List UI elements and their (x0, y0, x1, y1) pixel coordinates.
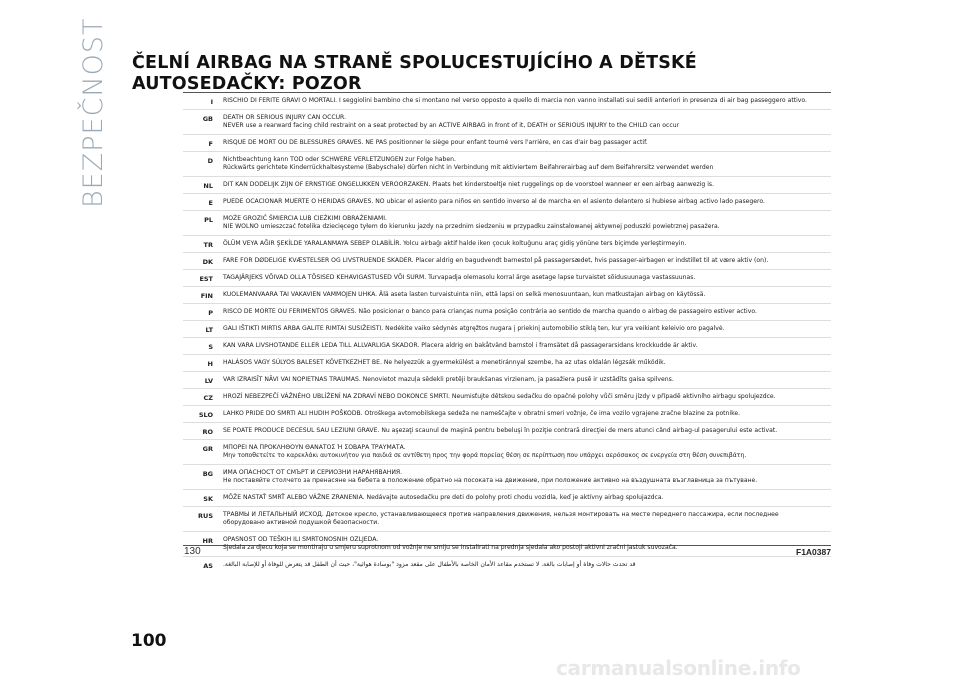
warning-text (213, 423, 831, 439)
figure-code: F1A0387 (796, 547, 831, 557)
warning-text (213, 194, 831, 210)
warning-line-1: KAN VARA LIVSHOTANDE ELLER LEDA TILL ALLVARLIGA SKADOR. Placera aldrig en bakåtvänd barnstol i framsätet då passagerarsidans krockkudde är aktiv. (223, 342, 698, 349)
section-label: BEZPEČNOST (78, 17, 109, 208)
language-code: D (207, 157, 213, 165)
language-code: SK (203, 495, 213, 503)
warning-row (183, 109, 831, 134)
language-code: NL (203, 182, 213, 190)
warning-text (213, 532, 831, 556)
warning-line-1: ΜΠΟΡΕΙ ΝΑ ΠΡΟΚΛΗΘΟΥΝ ΘΑΝΑΤΟΣ Ή ΣΟΒΑΡΑ ΤΡΑΥΜΑΤΑ. (223, 444, 406, 451)
warning-line-1: HALÁSOS VAGY SÚLYOS BALESET KÖVETKEZHET BE. Ne helyezzük a gyermekülést a menetiránnyal szembe, ha az utas oldalán légzsák működik. (223, 359, 666, 366)
warning-text (213, 355, 831, 371)
language-code: SLO (198, 411, 213, 419)
warning-row (183, 93, 831, 109)
warning-line-2: Rückwärts gerichtete Kinderrückhaltesysteme (Babyschale) dürfen nicht in Verbindung mit aktiviertem Beifahrerairbag auf dem Beifahrersitz verwendet werden (223, 164, 714, 171)
warning-text (213, 440, 831, 464)
warning-row (183, 337, 831, 354)
language-code: TR (203, 241, 213, 249)
warning-text (213, 321, 831, 337)
warning-text (213, 211, 831, 235)
warning-line-2: оборудовано активной подушкой безопасности. (223, 519, 380, 526)
warning-line-1: VAR IZRAISĪT NĀVI VAI NOPIETNAS TRAUMAS. Nenovietot mazuļa sēdekli pretēji braukšanas virzienam, ja pasažiera pusē ir uzstādīts gaisa spilvens. (223, 376, 674, 383)
warning-line-1: DEATH OR SERIOUS INJURY CAN OCCUR. (223, 114, 347, 121)
figure-number: 130 (184, 546, 201, 557)
warning-text (213, 93, 831, 109)
language-code: RUS (198, 512, 213, 520)
warning-row (183, 303, 831, 320)
warning-row (183, 320, 831, 337)
warning-line-1: OPASNOST OD TEŠKIH ILI SMRTONOSNIH OZLJEDA. (223, 536, 379, 543)
warning-line-1: RISCHIO DI FERITE GRAVI O MORTALI. I seggiolini bambino che si montano nel verso opposto a quello di marcia non vanno installati sui sedili anteriori in presenza di air bag passeggero attivo. (223, 97, 807, 104)
page-number: 100 (131, 631, 167, 651)
warning-text (213, 304, 831, 320)
language-code: E (208, 199, 213, 207)
language-code: FIN (200, 292, 213, 300)
warning-row (183, 176, 831, 193)
warning-line-1: HROZÍ NEBEZPEČÍ VÁŽNÉHO UBLÍŽENÍ NA ZDRAVÍ NEBO DOKONCE SMRTI. Neumisťujte dětskou sedačku do opačné polohy vůči směru jízdy v případě aktivního airbagu spolujezdce. (223, 393, 776, 400)
warning-text (213, 338, 831, 354)
language-code: F (208, 140, 213, 148)
warning-line-1: GALI IŠTIKTI MIRTIS ARBA GALITE RIMTAI SUSIŽEISTI. Nedėkite vaiko sėdynės atgręžtos nugara į priekinį automobilio stiklą ten, kur yra veikiant keleivio oro pagalvė. (223, 325, 725, 332)
warning-line-1: قد تحدث حالات وفاة أو إصابات بالغة. لا تستخدم مقاعد الأمان الخاصة بالأطفال على مقعد مزود "بوسادة هوائية"، حيث أن الطفل قد يتعرض للوفاة أو للإصابة البالغة. (223, 561, 636, 568)
warning-line-2: Не поставяйте столчето за пренасяне на бебета в положение обратно на посоката на движение, при положение активно на въздушната възглавница за пътуване. (223, 477, 758, 484)
warning-line-1: ИМА ОПАСНОСТ ОТ СМЪРТ И СЕРИОЗНИ НАРАНЯВАНИЯ. (223, 469, 403, 476)
warning-row (183, 531, 831, 556)
warning-row (183, 371, 831, 388)
warning-row (183, 405, 831, 422)
language-code: PL (204, 216, 213, 224)
warning-row (183, 556, 831, 573)
page-title: ČELNÍ AIRBAG NA STRANĚ SPOLUCESTUJÍCÍHO A DĚTSKÉ AUTOSEDAČKY: POZOR (132, 53, 697, 94)
warning-line-2: Μην τοποθετείτε το καρεκλάκι αυτοκινήτου για παιδιά σε αντίθετη προς την φορά πορείας θέση σε περίπτωση που υπάρχει αερόσακος σε ενεργεία στη θέση συνεπιβάτη. (223, 452, 747, 459)
warning-line-1: RISCO DE MORTE OU FERIMENTOS GRAVES. Não posicionar o banco para crianças numa posição contrária ao sentido de marcha quando o airbag de passageiro estiver activo. (223, 308, 757, 315)
warning-text (213, 270, 831, 286)
warning-line-1: DIT KAN DODELIJK ZIJN OF ERNSTIGE ONGELUKKEN VEROORZAKEN. Plaats het kinderstoeltje niet ruggelings op de voorstoel wanneer er een airbag aanwezig is. (223, 181, 715, 188)
warning-line-1: PUEDE OCACIONAR MUERTE O HERIDAS GRAVES. NO ubicar el asiento para niños en sentido inverso al de marcha en el asiento delantero si hubiese airbag activo lado pasegero. (223, 198, 765, 205)
warning-text (213, 135, 831, 151)
language-code: GR (202, 445, 213, 453)
warning-text (213, 372, 831, 388)
warning-row (183, 422, 831, 439)
warning-row (183, 506, 831, 531)
language-code: LT (205, 326, 213, 334)
warning-row (183, 252, 831, 269)
warning-row (183, 151, 831, 176)
language-code: H (207, 360, 213, 368)
language-code: S (208, 343, 213, 351)
warning-row (183, 269, 831, 286)
warning-line-2: Sjedala za djecu koja se montiraju u smjeru suprotnom od vožnje ne smiju se instalirati na prednja sjedala ako postoji aktivni zračni jastuk suvozača. (223, 544, 678, 551)
warning-text (213, 177, 831, 193)
language-code: GB (202, 115, 213, 123)
warning-text (213, 465, 831, 489)
warning-text (213, 253, 831, 269)
warning-row (183, 354, 831, 371)
language-code: P (208, 309, 213, 317)
warning-line-2: NIE WOLNO umieszczać fotelika dziecięcego tyłem do kierunku jazdy na przednim siedzeniu w przypadku zainstalowanej aktywnej poduszki powietrznej pasażera. (223, 223, 720, 230)
language-code: BG (202, 470, 213, 478)
warning-line-1: ТРАВМЫ И ЛЕТАЛЬНЫЙ ИСХОД. Детское кресло, устанавливающееся против направления движения, нельзя монтировать на месте переднего пассажира, если последнее (223, 511, 779, 518)
warning-text (213, 236, 831, 252)
warning-line-1: MÔŽE NASTAŤ SMRŤ ALEBO VÁŽNE ZRANENIA. Nedávajte autosedačku pre deti do polohy proti chodu vozidla, keď je aktívny airbag spolujazdca. (223, 494, 664, 501)
warning-row (183, 210, 831, 235)
warning-text (213, 490, 831, 506)
warning-line-1: Nichtbeachtung kann TOD oder SCHWERE VERLETZUNGEN zur Folge haben. (223, 156, 456, 163)
warning-text (213, 406, 831, 422)
warning-text (213, 507, 831, 531)
warning-row (183, 439, 831, 464)
language-code: DK (202, 258, 213, 266)
warning-line-1: SE POATE PRODUCE DECESUL SAU LEZIUNI GRAVE. Nu aşezaţi scaunul de maşină pentru bebeluşi în poziţie contrară direcţiei de mers atunci când airbag-ul pasagerului este activat. (223, 427, 778, 434)
language-code: I (210, 98, 213, 106)
warning-row (183, 193, 831, 210)
language-code: HR (202, 537, 213, 545)
warning-line-1: MOŻE GROZIĆ ŚMIERCIA LUB CIEŻKIMI OBRAŻENIAMI. (223, 215, 387, 222)
warning-line-1: LAHKO PRIDE DO SMRTI ALI HUDIH POŠKODB. Otroškega avtomobilskega sedeža ne nameščajte v obratni smeri vožnje, če ima vozilo vgrajene zračne blazine za potnike. (223, 410, 741, 417)
warning-line-1: TAGAJÄRJEKS VÕIVAD OLLA TÕSISED KEHAVIGASTUSED VÕI SURM. Turvapadja olemasolu korral ärge asetage lapse turvaistet sõidusuunaga vastassuunas. (223, 274, 696, 281)
language-code: RO (202, 428, 213, 436)
warning-text (213, 557, 831, 573)
warning-line-1: FARE FOR DØDELIGE KVÆSTELSER OG LIVSTRUENDE SKADER. Placer aldrig en bagudvendt barnestol på passagersædet, hvis passager-airbagen er indstillet til at være aktiv (on). (223, 257, 769, 264)
warning-text (213, 152, 831, 176)
warning-row (183, 134, 831, 151)
warning-line-2: NEVER use a rearward facing child restraint on a seat protected by an ACTIVE AIRBAG in front of it, DEATH or SERIOUS INJURY to the CHILD can occur (223, 122, 680, 129)
language-code: EST (199, 275, 213, 283)
warning-row (183, 235, 831, 252)
language-code: CZ (203, 394, 213, 402)
warning-text (213, 110, 831, 134)
warning-row (183, 489, 831, 506)
warning-row (183, 464, 831, 489)
warning-text (213, 389, 831, 405)
warning-row (183, 388, 831, 405)
warning-line-1: KUOLEMANVAARA TAI VAKAVIEN VAMMOJEN UHKA. Älä aseta lasten turvaistuinta niin, että lapsi on selkä menosuuntaan, kun matkustajan airbag on käytössä. (223, 291, 706, 298)
warning-row (183, 286, 831, 303)
warning-line-1: RISQUE DE MORT OU DE BLESSURES GRAVES. NE PAS positionner le siège pour enfant tourné vers l'arrière, en cas d'air bag passager actif. (223, 139, 648, 146)
warning-text (213, 287, 831, 303)
watermark: carmanualsonline.info (556, 656, 801, 680)
language-code: AS (203, 562, 213, 570)
language-code: LV (204, 377, 213, 385)
warning-line-1: ÖLÜM VEYA AĞIR ŞEKİLDE YARALANMAYA SEBEP OLABİLİR. Yolcu airbağı aktif halde iken çocuk koltuğunu araç gidiş yönüne ters biçimde yerleştirmeyin. (223, 240, 687, 247)
